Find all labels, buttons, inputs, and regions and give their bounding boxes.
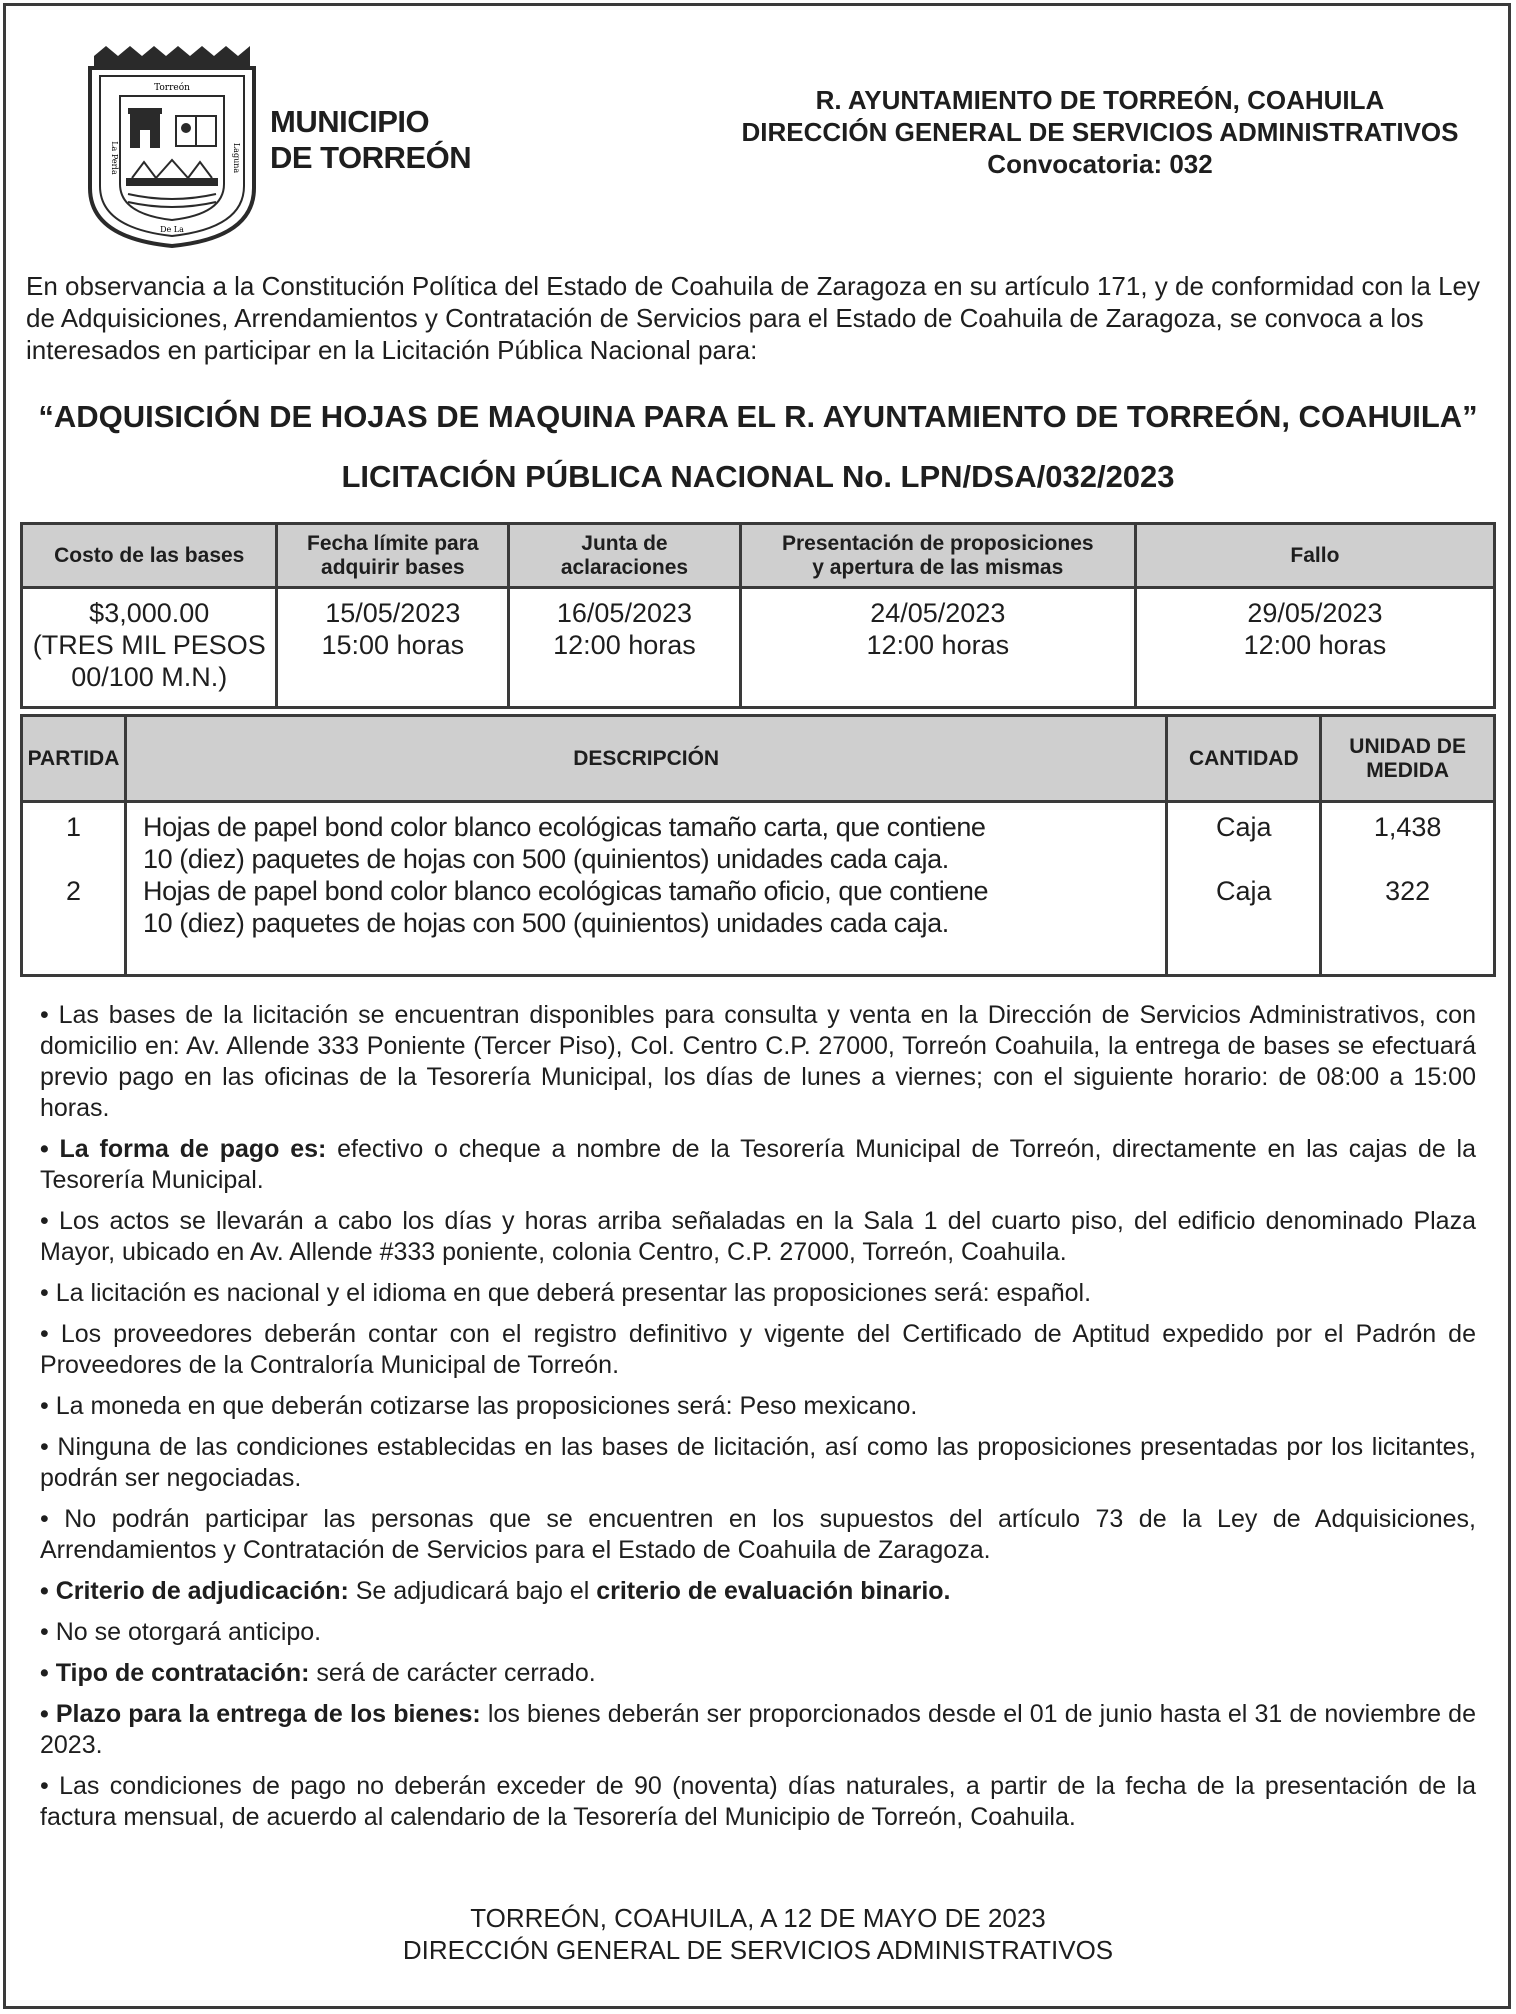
bullet-negociacion: • Ninguna de las condiciones establecidas en las bases de licitación, así como las proposiciones presentadas por los licitantes, podrán ser negociadas. [40,1433,1476,1492]
header-partida: PARTIDA [22,716,126,802]
partida-2: 2 [65,876,81,906]
unidad-1: 1,438 [1373,812,1442,842]
header-line1: R. AYUNTAMIENTO DE TORREÓN, COAHUILA [815,85,1385,115]
cantidad-column [1167,802,1321,976]
bullet-idioma: • La licitación es nacional y el idioma en que deberá presentar las proposiciones será: español. [40,1279,1092,1307]
bullet-criterio: • Criterio de adjudicación: Se adjudicará bajo el criterio de evaluación binario. [40,1577,951,1605]
bullet-actos: • Los actos se llevarán a cabo los días y horas arriba señaladas en la Sala 1 del cuarto piso, del edificio denominado Plaza Mayor, ubicado en Av. Allende #333 poniente, colonia Centro, C.P. 27000, Torreón, Coahuila. [40,1207,1476,1266]
item-2-desc-line1: Hojas de papel bond color blanco ecológicas tamaño oficio, que contiene [142,876,989,906]
svg-text:Laguna: Laguna [232,142,241,174]
coat-of-arms-logo [84,38,260,250]
header-junta: Junta de aclaraciones [509,524,741,588]
intro-paragraph: En observancia a la Constitución Política del Estado de Coahuila de Zaragoza en su artículo 171, y de conformidad con la Ley de Adquisiciones, Arrendamientos y Contratación de Servicios para el Estado de Coahuila de Zaragoza, se convoca a los interesados en participar en la Licitación Pública Nacional para: [26,271,1480,365]
header-cantidad: CANTIDAD [1167,716,1321,802]
municipio-line1: MUNICIPIO [270,104,430,139]
cell-costo: $3,000.00 (TRES MIL PESOS 00/100 M.N.) [22,588,277,708]
cell-fallo: 29/05/2023 12:00 horas [1135,588,1494,708]
footer-place-date: TORREÓN, COAHUILA, A 12 DE MAYO DE 2023 [470,1903,1046,1933]
unidad-2: 322 [1385,876,1431,906]
tender-title: “ADQUISICIÓN DE HOJAS DE MAQUINA PARA EL R. AYUNTAMIENTO DE TORREÓN, COAHUILA” [38,399,1478,434]
descripcion-column [125,802,1166,976]
header-descripcion: DESCRIPCIÓN [125,716,1166,802]
cantidad-1: Caja [1216,812,1272,842]
header-fecha-limite: Fecha límite para adquirir bases [277,524,509,588]
bullet-tipo-contratacion: • Tipo de contratación: será de carácter cerrado. [40,1659,596,1687]
bullet-anticipo: • No se otorgará anticipo. [40,1618,322,1646]
svg-text:La Perla: La Perla [110,141,119,175]
partida-1: 1 [65,812,81,842]
item-2-desc-line2: 10 (diez) paquetes de hojas con 500 (quinientos) unidades cada caja. [142,908,949,938]
tender-number: LICITACIÓN PÚBLICA NACIONAL No. LPN/DSA/032/2023 [341,459,1175,494]
svg-text:De La: De La [160,225,184,234]
convocatoria-number: Convocatoria: 032 [987,149,1213,179]
header-unidad: UNIDAD DE MEDIDA [1321,716,1495,802]
items-table [20,714,1496,977]
header-fallo: Fallo [1135,524,1494,588]
svg-text:Torreón: Torreón [154,83,190,93]
bullet-condiciones-pago: • Las condiciones de pago no deberán exceder de 90 (noventa) días naturales, a partir de la fecha de la presentación de la factura mensual, de acuerdo al calendario de la Tesorería del Municipio de Torreón, Coahuila. [40,1772,1476,1831]
cantidad-2: Caja [1216,876,1272,906]
municipio-name [270,104,471,176]
partida-column [22,802,126,976]
bullet-proveedores: • Los proveedores deberán contar con el registro definitivo y vigente del Certificado de Aptitud expedido por el Padrón de Proveedores de la Contraloría Municipal de Torreón. [40,1320,1476,1379]
cell-junta: 16/05/2023 12:00 horas [509,588,741,708]
bullet-bases: • Las bases de la licitación se encuentran disponibles para consulta y venta en la Dirección de Servicios Administrativos, con domicilio en: Av. Allende 333 Poniente (Tercer Piso), Col. Centro C.P. 27000, Torreón Coahuila, la entrega de bases se efectuará previo pago en las oficinas de la Tesorería Municipal, los días de lunes a viernes; con el siguiente horario: de 08:00 a 15:00 horas. [40,1001,1476,1122]
table-row [22,802,1495,976]
unidad-column [1321,802,1495,976]
header-line2: DIRECCIÓN GENERAL DE SERVICIOS ADMINISTRATIVOS [741,117,1459,147]
item-1-desc-line1: Hojas de papel bond color blanco ecológicas tamaño carta, que contiene [142,812,986,842]
header-costo: Costo de las bases [22,524,277,588]
conditions-list [40,1000,1476,1843]
header-block [700,84,1500,180]
header-presentacion: Presentación de proposiciones y apertura de las mismas [740,524,1135,588]
municipio-line2: DE TORREÓN [270,140,472,175]
cell-fecha-limite: 15/05/2023 15:00 horas [277,588,509,708]
bullet-moneda: • La moneda en que deberán cotizarse las proposiciones será: Peso mexicano. [40,1392,918,1420]
cell-presentacion: 24/05/2023 12:00 horas [740,588,1135,708]
footer [0,1902,1516,1966]
item-1-desc-line2: 10 (diez) paquetes de hojas con 500 (quinientos) unidades cada caja. [142,844,949,874]
bullet-forma-pago: • La forma de pago es: efectivo o cheque a nombre de la Tesorería Municipal de Torreón, directamente en las cajas de la Tesorería Municipal. [40,1135,1476,1194]
bullet-plazo-entrega: • Plazo para la entrega de los bienes: los bienes deberán ser proporcionados desde el 01 de junio hasta el 31 de noviembre de 2023. [40,1700,1476,1759]
schedule-table [20,522,1496,709]
bullet-participacion: • No podrán participar las personas que se encuentren en los supuestos del artículo 73 de la Ley de Adquisiciones, Arrendamientos y Contratación de Servicios para el Estado de Coahuila de Zaragoza. [40,1505,1476,1564]
footer-signature: DIRECCIÓN GENERAL DE SERVICIOS ADMINISTRATIVOS [402,1935,1114,1965]
